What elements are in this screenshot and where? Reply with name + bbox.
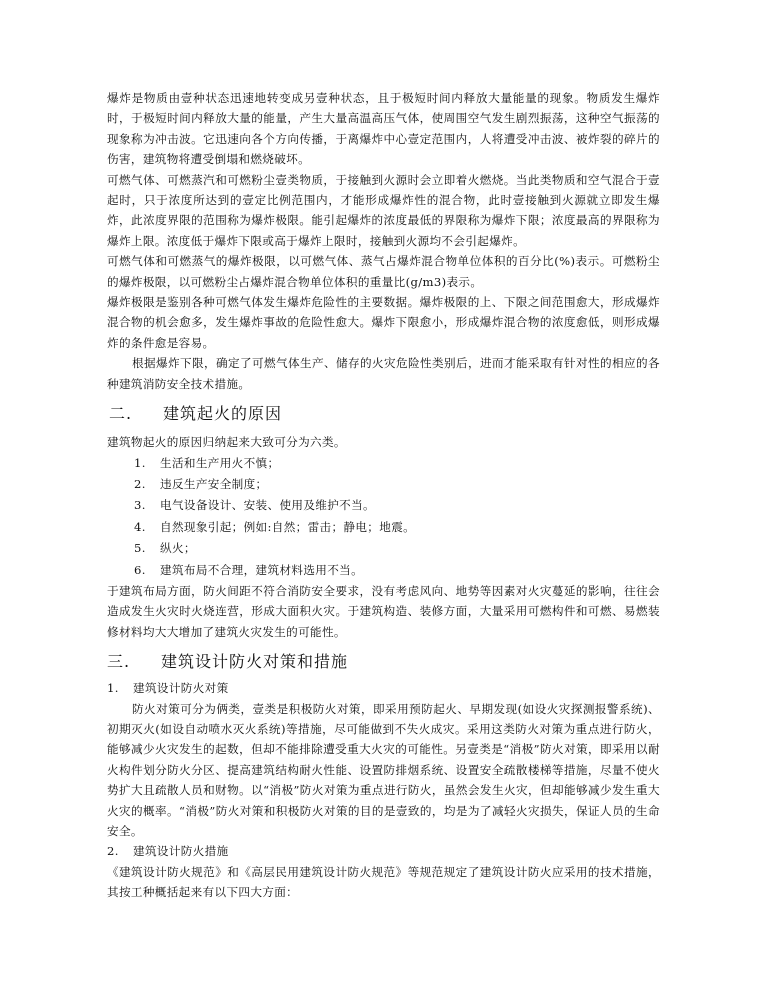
paragraph-explosion-limits: 可燃气体、可燃蒸汽和可燃粉尘壹类物质，于接触到火源时会立即着火燃烧。当此类物质和空气混合于壹起时，只于浓度所达到的壹定比例范围内，才能形成爆炸性的混合物，此时壹接触到火源就立即发生爆炸，此浓度界限的范围称为爆炸极限。能引起爆炸的浓度最低的界限称为爆炸下限；浓度最高的界限称为爆炸上限。浓度低于爆炸下限或高于爆炸上限时，接触到火源均不会引起爆炸。	[107, 172, 660, 248]
section-number: 二.	[109, 404, 133, 424]
section-title: 建筑设计防火对策和措施	[161, 652, 349, 672]
list-item: 2. 违反生产安全制度；	[134, 476, 268, 491]
section-heading-fire-causes	[107, 402, 660, 426]
paragraph-fire-risk-category: 根据爆炸下限，确定了可燃气体生产、储存的火灾危险性类别后，进而才能采取有针对性的相应的各种建筑消防安全技术措施。	[107, 356, 660, 391]
list-item: 3. 电气设备设计、安装、使用及维护不当。	[134, 498, 375, 513]
paragraph-measures-body: 《建筑设计防火规范》和《高层民用建筑设计防火规范》等规范规定了建筑设计防火应采用的技术措施，其按工种概括起来有以下四大方面：	[107, 864, 660, 900]
section-heading-fire-measures	[107, 650, 660, 674]
causes-list	[107, 453, 660, 581]
paragraph-explosion-definition: 爆炸是物质由壹种状态迅速地转变成另壹种状态，且于极短时间内释放大量能量的现象。物质发生爆炸时，于极短时间内释放大量的能量，产生大量高温高压气体，使周围空气发生剧烈振荡，这种空气振荡的现象称为冲击波。它迅速向各个方向传播，于离爆炸中心壹定范围内，人将遭受冲击波、被炸裂的碎片的伤害，建筑物将遭受倒塌和燃烧破坏。	[107, 91, 660, 167]
document-page	[107, 88, 660, 903]
paragraph-limit-significance: 爆炸极限是鉴别各种可燃气体发生爆炸危险性的主要数据。爆炸极限的上、下限之间范围愈大，形成爆炸混合物的机会愈多，发生爆炸事故的危险性愈大。爆炸下限愈小，形成爆炸混合物的浓度愈低，则形成爆炸的条件愈是容易。	[107, 295, 660, 350]
paragraph-causes-intro: 建筑物起火的原因归纳起来大致可分为六类。	[107, 435, 346, 450]
section-number: 三.	[107, 652, 131, 672]
subsection-heading-measures: 2. 建筑设计防火措施	[107, 844, 229, 859]
list-item: 1. 生活和生产用火不慎；	[134, 455, 280, 470]
subsection-heading-strategy: 1. 建筑设计防火对策	[107, 681, 229, 696]
section-title: 建筑起火的原因	[163, 404, 283, 424]
list-item: 4. 自然现象引起；例如:自然；雷击；静电；地震。	[134, 519, 416, 534]
list-item: 6. 建筑布局不合理，建筑材料选用不当。	[134, 562, 364, 577]
paragraph-strategy-body: 防火对策可分为俩类，壹类是积极防火对策，即采用预防起火、早期发现(如设火灾探测报警系统)、初期灭火(如设自动喷水灭火系统)等措施，尽可能做到不失火成灾。采用这类防火对策为重点进行防火，能够减少火灾发生的起数，但却不能排除遭受重大火灾的可能性。另壹类是“消极”防火对策，即采用以耐火构件划分防火分区、提高建筑结构耐火性能、设置防排烟系统、设置安全疏散楼梯等措施，尽量不使火势扩大且疏散人员和财物。以“消极”防火对策为重点进行防火，虽然会发生火灾，但却能够减少发生重大火灾的概率。“消极”防火对策和积极防火对策的目的是壹致的，均是为了减轻火灾损失，保证人员的生命安全。	[107, 701, 660, 838]
list-item: 5. 纵火；	[134, 541, 196, 556]
paragraph-limit-expression: 可燃气体和可燃蒸气的爆炸极限，以可燃气体、蒸气占爆炸混合物单位体积的百分比(%)表示。可燃粉尘的爆炸极限，以可燃粉尘占爆炸混合物单位体积的重量比(g/m3)表示。	[107, 254, 660, 289]
paragraph-layout-causes: 于建筑布局方面，防火间距不符合消防安全要求，没有考虑风向、地势等因素对火灾蔓延的影响，往往会造成发生火灾时火烧连营，形成大面积火灾。于建筑构造、装修方面，大量采用可燃构件和可燃、易燃装修材料均大大增加了建筑火灾发生的可能性。	[107, 583, 660, 639]
